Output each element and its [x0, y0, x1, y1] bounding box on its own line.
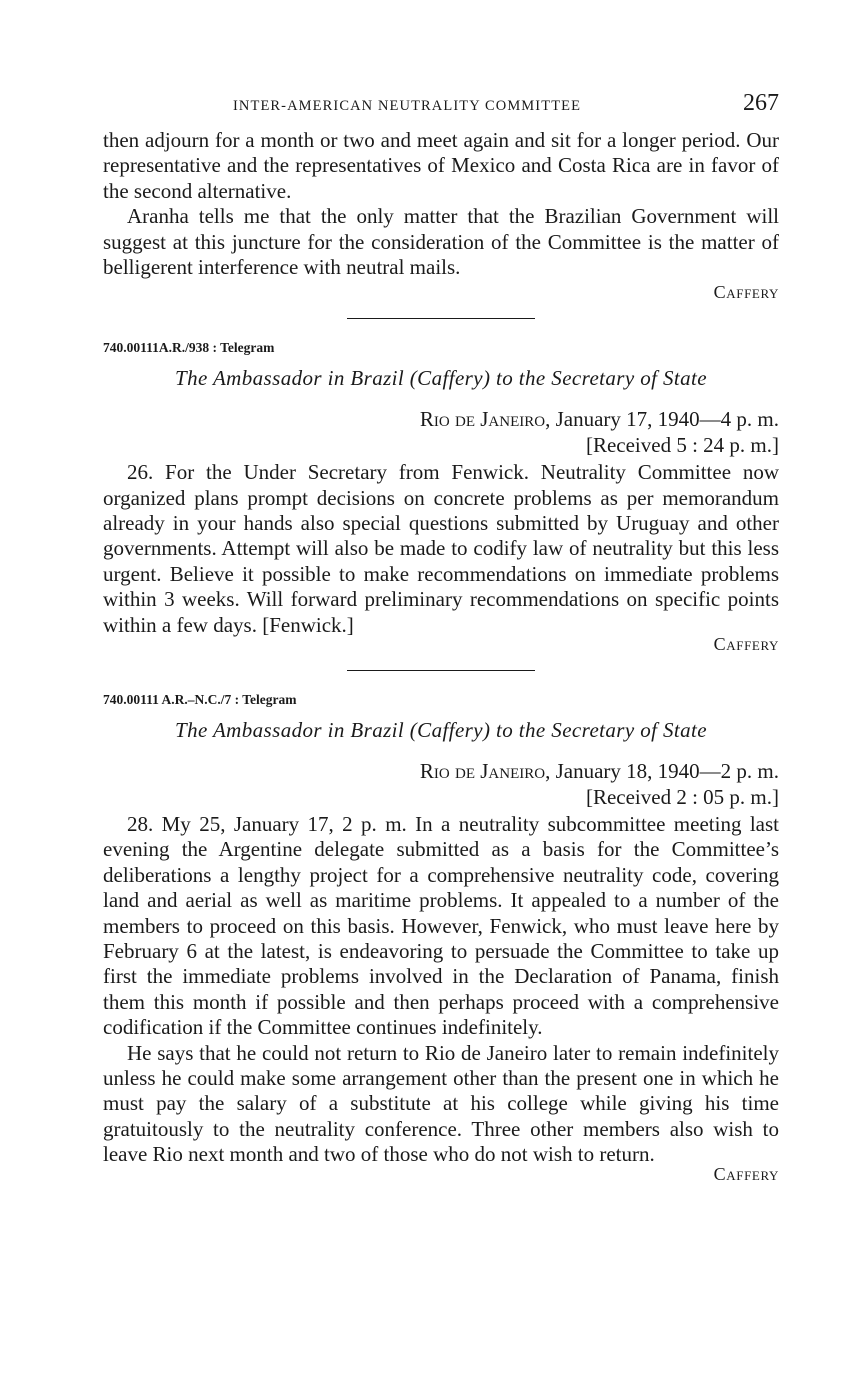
telegram-1-received: [Received 5 : 24 p. m.] — [585, 432, 779, 457]
telegram-1-signature: Caffery — [713, 634, 779, 655]
telegram-2-signature: Caffery — [713, 1163, 779, 1184]
intro-signature: Caffery — [713, 282, 779, 303]
document-page — [103, 92, 779, 1186]
section-divider — [347, 318, 535, 319]
telegram-1 — [103, 339, 779, 656]
telegram-2-dateline — [103, 759, 779, 784]
telegram-2-paragraph-1: 28. My 25, January 17, 2 p. m. In a neutrality subcommittee meeting last evening the Argentine delegate submitted as a basis for the Committee’s deliberations a lengthy project for a comprehensive neutrality code, covering land and aerial as well as maritime problems. It appealed to a number of the members to proceed on this basis. However, Fenwick, who must leave here by February 6 at the latest, is endeavoring to persuade the Committee to take up first the immediate problems involved in the Declaration of Panama, finish them this month if possible and then perhaps proceed with a comprehensive codification if the Committee continues indefinitely. — [103, 811, 779, 1040]
running-title: INTER-AMERICAN NEUTRALITY COMMITTEE — [233, 98, 582, 114]
telegram-1-place: Rio de Janeiro, — [419, 407, 551, 432]
telegram-2-received: [Received 2 : 05 p. m.] — [585, 784, 779, 809]
telegram-1-date: January 17, 1940—4 p. m. — [550, 407, 779, 432]
page-number: 267 — [743, 90, 779, 116]
telegram-2-place: Rio de Janeiro, — [419, 759, 551, 784]
intro-paragraph-1: then adjourn for a month or two and meet again and sit for a longer period. Our representative and the representatives of Mexico and Costa Rica are in favor of the second alternative. — [103, 128, 779, 203]
telegram-1-paragraph-1: 26. For the Under Secretary from Fenwick. Neutrality Committee now organized plans prompt decisions on concrete problems as per memorandum already in your hands also special questions submitted by Uruguay and other governments. Attempt will also be made to codify law of neutrality but this less urgent. Believe it possible to make recommendations on immediate problems within 3 weeks. Will forward preliminary recommendations on specific points within a few days. [Fenwick.] — [103, 460, 779, 637]
telegram-2-paragraph-2: He says that he could not return to Rio de Janeiro later to remain indefinitely unless he could make some arrangement other than the present one in which he must pay the salary of a substitute at his college while giving his time gratuitously to the neutrality conference. Three other members also wish to leave Rio next month and two of those who do not wish to return. — [103, 1040, 779, 1167]
running-header — [103, 92, 779, 128]
telegram-2 — [103, 691, 779, 1186]
telegram-1-title: The Ambassador in Brazil (Caffery) to the Secretary of State — [174, 366, 708, 391]
intro-paragraph-2: Aranha tells me that the only matter that the Brazilian Government will suggest at this juncture for the consideration of the Committee is the matter of belligerent interference with neutral mails. — [103, 204, 779, 280]
telegram-1-dateline — [103, 407, 779, 432]
section-divider-2 — [347, 670, 535, 671]
telegram-2-file-ref: 740.00111 A.R.–N.C./7 : Telegram — [103, 692, 297, 708]
telegram-2-date: January 18, 1940—2 p. m. — [550, 759, 779, 784]
telegram-2-title: The Ambassador in Brazil (Caffery) to the Secretary of State — [174, 718, 708, 743]
telegram-1-file-ref: 740.00111A.R./938 : Telegram — [103, 340, 275, 356]
